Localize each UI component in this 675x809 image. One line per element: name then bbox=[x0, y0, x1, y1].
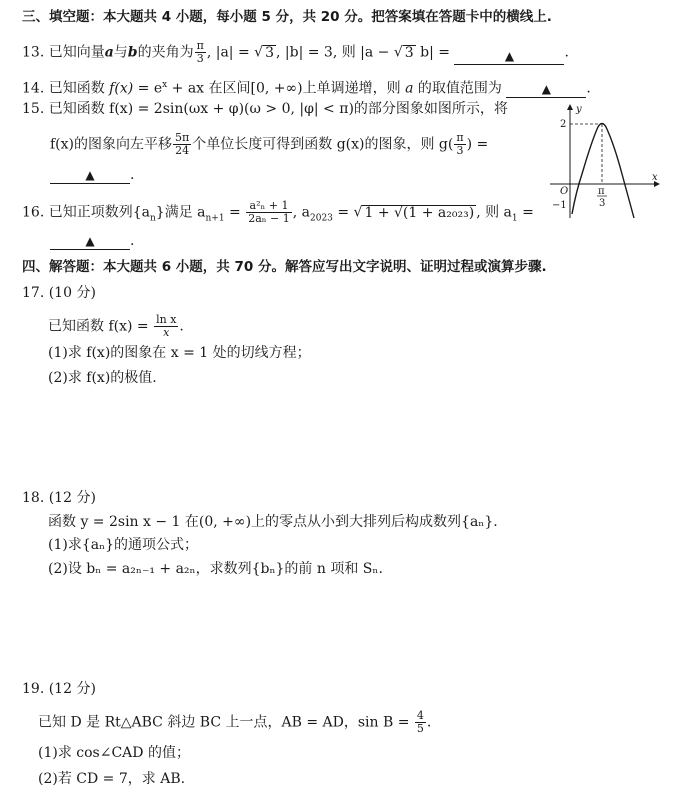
q13-vector-a: a bbox=[104, 44, 114, 61]
q15-answer-blank[interactable] bbox=[50, 167, 130, 184]
q19-header: 19. (12 分) bbox=[22, 681, 96, 697]
q16-number: 16. bbox=[22, 204, 45, 221]
answer-marker-icon: ▲ bbox=[85, 168, 95, 182]
q17-part-1: (1)求 f(x)的图象在 x = 1 处的切线方程； bbox=[48, 345, 311, 361]
question-15-line-1 bbox=[22, 100, 508, 118]
q13-text: b| = bbox=[415, 44, 451, 61]
q19-fraction: $\frac{4}{5}$ bbox=[416, 709, 424, 735]
q18-stem: 函数 y = 2sin x − 1 在(0, +∞)上的零点从小到大排列后构成数列{aₙ}. bbox=[48, 514, 498, 530]
section-4-heading: 四、解答题：本大题共 6 小题，共 70 分。解答应写出文字说明、证明过程或演算步骤. bbox=[22, 259, 547, 275]
question-15-line-3: ▲ . bbox=[50, 166, 134, 184]
q15-shift-fraction: $\frac{5\pi}{24}$ bbox=[175, 131, 190, 157]
question-16: 16. 已知正项数列$\{a_n\}$满足 $a_{n+1}$ = $\frac{\text{a²ₙ + 1}}{\text{2aₙ − 1}}$ , $a_{2023}$ = √ 1 + √(1 + a₂₀₂₃) , 则 $a_1$ = bbox=[22, 199, 534, 225]
q13-sqrt-a: 3 bbox=[265, 44, 274, 61]
q16-answer-blank[interactable] bbox=[50, 233, 130, 250]
q13-text: 与 bbox=[113, 44, 128, 61]
q14-text: 已知函数 bbox=[48, 80, 110, 97]
q15-number: 15. bbox=[22, 101, 45, 117]
q13-text: , |b| = 3, 则 |a − bbox=[275, 44, 394, 61]
q13-angle-fraction: $\frac{\pi}{3}$ bbox=[196, 39, 204, 65]
section-3-heading: 三、填空题：本大题共 4 小题，每小题 5 分，共 20 分。把答案填在答题卡中的横线上. bbox=[22, 9, 552, 25]
q17-header: 17. (10 分) bbox=[22, 285, 96, 301]
q13-sqrt-b: 3 bbox=[404, 44, 414, 61]
y-min-label: −1 bbox=[552, 200, 567, 211]
q13-vector-b: b bbox=[127, 44, 138, 61]
q19-part-2: (2)若 CD = 7，求 AB. bbox=[38, 771, 186, 787]
q13-text: 的夹角为 bbox=[137, 44, 194, 61]
answer-marker-icon: ▲ bbox=[504, 49, 515, 63]
q18-header: 18. (12 分) bbox=[22, 490, 96, 506]
q15-function-graph bbox=[548, 100, 673, 225]
x-axis-label: x bbox=[652, 172, 658, 183]
answer-marker-icon: ▲ bbox=[85, 234, 95, 248]
question-16-line-2: ▲ . bbox=[50, 232, 134, 250]
origin-label: O bbox=[560, 186, 569, 197]
q17-stem: 已知函数 f(x) = $\frac{\text{ln x}}{x}$ . bbox=[48, 313, 184, 339]
q15-eval-fraction: $\frac{\pi}{3}$ bbox=[456, 131, 464, 157]
q17-fraction: $\frac{\text{ln x}}{x}$ bbox=[156, 313, 177, 339]
q16-recurrence-fraction: $\frac{\text{a²ₙ + 1}}{\text{2aₙ − 1}}$ bbox=[248, 199, 290, 225]
q13-text: , |a| = bbox=[206, 44, 255, 61]
y-axis-label: y bbox=[576, 104, 582, 115]
x-tick-denominator: 3 bbox=[599, 198, 606, 209]
q15-text: 已知函数 f(x) = 2sin(ωx + φ)(ω > 0, |φ| < π)的部分图象如图所示，将 bbox=[48, 101, 508, 117]
q14-answer-blank[interactable] bbox=[506, 81, 586, 98]
y-axis-arrow-icon bbox=[567, 104, 573, 110]
q18-part-1: (1)求{aₙ}的通项公式； bbox=[48, 537, 199, 553]
q14-number: 14. bbox=[22, 80, 45, 97]
x-tick-numerator: π bbox=[598, 186, 605, 197]
question-15-line-2: f(x)的图象向左平移 $\frac{5\pi}{24}$ 个单位长度可得到函数 g(x)的图象，则 g( $\frac{\pi}{3}$ ) = bbox=[50, 131, 489, 157]
question-14: 14. 已知函数 $f(x) = e^x$ + ax 在区间[0, +∞)上单调递增，则 a 的取值范围为 ▲ . bbox=[22, 80, 591, 97]
q19-part-1: (1)求 cos∠CAD 的值； bbox=[38, 745, 190, 761]
q16-nested-sqrt: 1 + √(1 + a₂₀₂₃) bbox=[364, 204, 475, 221]
q13-number: 13. bbox=[22, 44, 45, 61]
q13-answer-blank[interactable] bbox=[454, 48, 564, 65]
q17-part-2: (2)求 f(x)的极值. bbox=[48, 370, 157, 386]
question-13: 13. 已知向量a与b的夹角为 $\frac{\pi}{3}$ , |a| = √ 3 , |b| = 3, 则 |a − √ 3 b| = ▲ . bbox=[22, 39, 569, 65]
answer-marker-icon: ▲ bbox=[541, 81, 551, 96]
y-max-label: 2 bbox=[560, 119, 567, 130]
q13-text: 已知向量 bbox=[48, 44, 105, 61]
q19-stem: 已知 D 是 Rt△ABC 斜边 BC 上一点，AB = AD，sin B = $\frac{4}{5}$ . bbox=[38, 709, 432, 735]
q18-part-2: (2)设 bₙ = a₂ₙ₋₁ + a₂ₙ，求数列{bₙ}的前 n 项和 Sₙ. bbox=[48, 561, 383, 577]
